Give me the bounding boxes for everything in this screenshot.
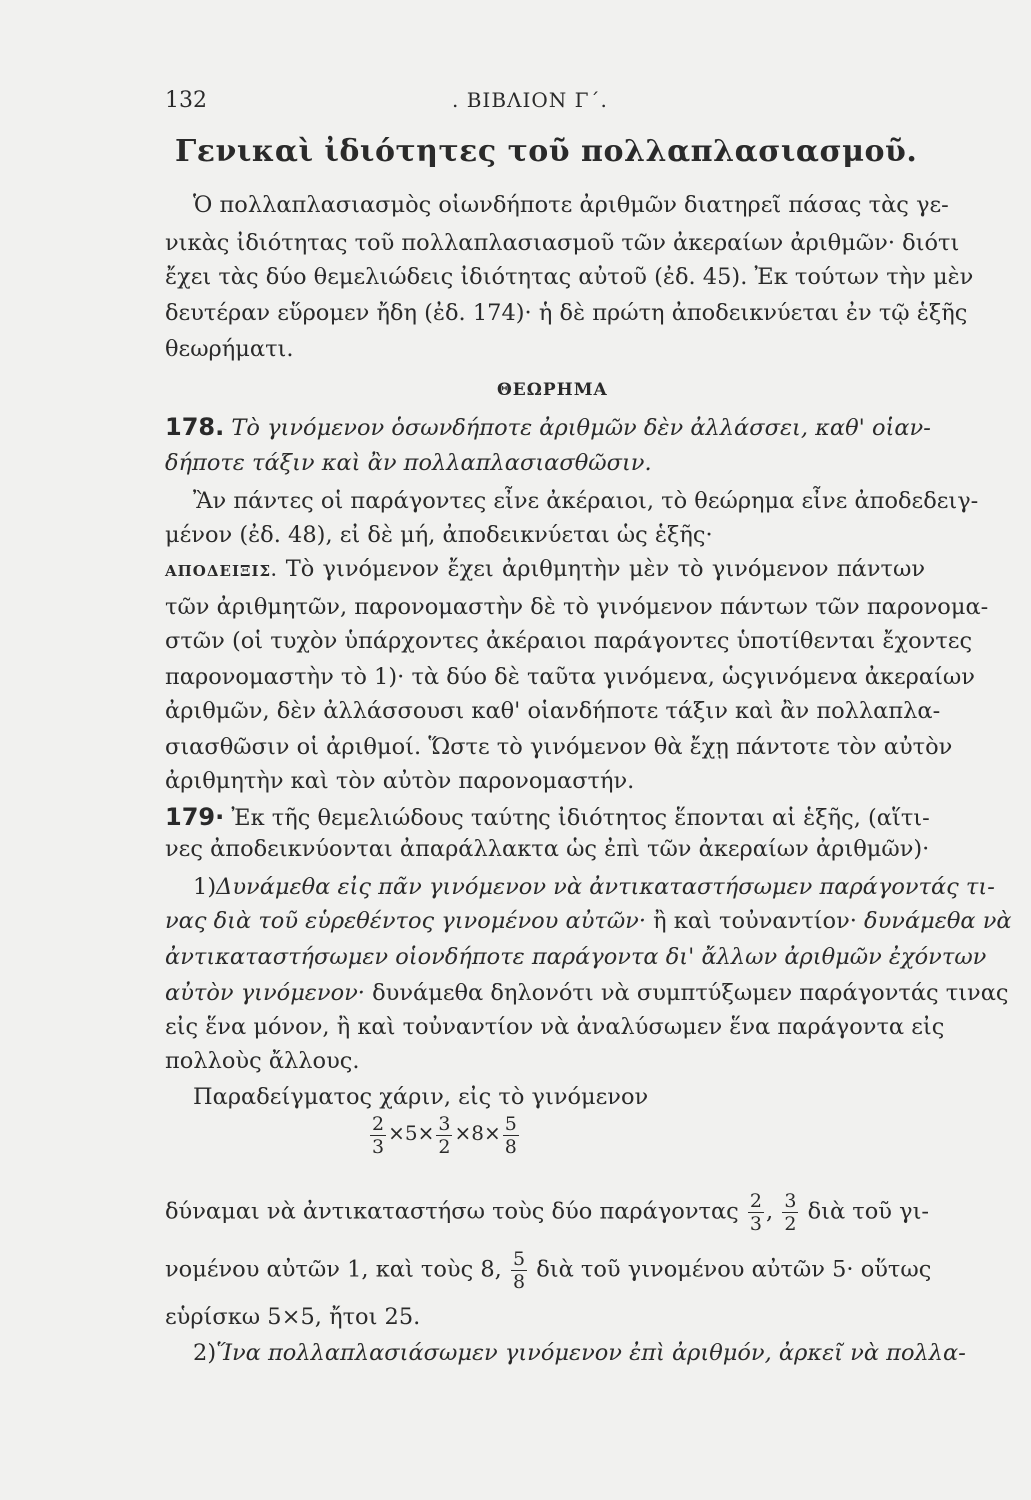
- item1-line-4: [165, 976, 1009, 1010]
- intro-line-2: νικὰς ἰδιότητας τοῦ πολλαπλασιασμοῦ τῶν ἀκεραίων ἀριθμῶν· διότι: [165, 230, 960, 256]
- item1-text-2c: δυνάμεθα νὰ: [856, 908, 1012, 934]
- intro-line-1: Ὁ πολλαπλασιασμὸς οἱωνδήποτε ἀριθμῶν διατηρεῖ πάσας τὰς γε-: [193, 192, 949, 218]
- fraction-2-3: $\frac{2}{3}$: [749, 1190, 763, 1235]
- comma: ,: [766, 1198, 774, 1225]
- item1-line-6: πολλοὺς ἄλλους.: [165, 1048, 360, 1074]
- example-text-2b: καὶ τοὺς 8,: [375, 1256, 502, 1283]
- fraction-5-8: $\frac{5}{8}$: [512, 1248, 526, 1293]
- item1-line-3: ἀντικαταστήσωμεν οἱονδήποτε παράγοντα δι' ἄλλων ἀριθμῶν ἐχόντων: [165, 944, 987, 970]
- intro-line-3: ἔχει τὰς δύο θεμελιώδεις ἰδιότητας αὐτοῦ (ἐδ. 45). Ἐκ τούτων τὴν μὲν: [165, 264, 974, 290]
- proof-line-3: στῶν (οἱ τυχὸν ὑπάρχοντες ἀκέραιοι παράγοντες ὑποτίθενται ἔχοντες: [165, 628, 973, 654]
- times-sign: ×: [388, 1121, 405, 1145]
- intro-line-4: δευτέραν εὕρομεν ἤδη (ἐδ. 174)· ἡ δὲ πρώτη ἀποδεικνύεται ἐν τῷ ἑξῆς: [165, 300, 968, 326]
- proof-line-7: ἀριθμητὴν καὶ τὸν αὐτὸν παρονομαστήν.: [165, 768, 635, 794]
- page-number: 132: [165, 88, 207, 113]
- fraction-3-2: $\frac{3}{2}$: [438, 1113, 451, 1158]
- proof-line-6: σιασθῶσιν οἱ ἀριθμοί. Ὥστε τὸ γινόμενον θὰ ἔχῃ πάντοτε τὸν αὐτὸν: [165, 734, 953, 760]
- item1-line-1: [193, 870, 995, 904]
- example-line-1: [165, 1190, 929, 1235]
- item1-text-4b: δυνάμεθα δηλονότι νὰ συμπτύξωμεν παράγοντάς τινας: [364, 980, 1009, 1006]
- theorem-remark-line-1: Ἂν πάντες οἱ παράγοντες εἶνε ἀκέραιοι, τὸ θεώρημα εἶνε ἀποδεδειγ-: [193, 488, 979, 514]
- proof-label: ΑΠΟΔΕΙΞΙΣ.: [165, 562, 278, 580]
- example-text-1b: διὰ τοῦ γι-: [807, 1198, 929, 1225]
- theorem-number: 178.: [165, 413, 225, 441]
- times-sign: ×: [483, 1121, 501, 1145]
- proof-text-1: Τὸ γινόμενον ἔχει ἀριθμητὴν μὲν τὸ γινόμενον πάντων: [285, 556, 926, 582]
- theorem-statement-line-1: [165, 410, 931, 445]
- para179-number: 179·: [165, 803, 225, 831]
- fraction-5-8: $\frac{5}{8}$: [504, 1113, 517, 1158]
- example-text-2c: διὰ τοῦ γινομένου αὐτῶν 5· οὕτως: [536, 1256, 932, 1283]
- factor-8: 8: [471, 1121, 484, 1145]
- example-one: 1,: [347, 1256, 369, 1283]
- item2-text: Ἵνα πολλαπλασιάσωμεν γινόμενον ἐπὶ ἀριθμόν, ἀρκεῖ νὰ πολλα-: [216, 1340, 966, 1366]
- item1-text-2a: νας διὰ τοῦ εὑρεθέντος γινομένου αὐτῶν·: [165, 908, 647, 934]
- para179-text-1: Ἐκ τῆς θεμελιώδους ταύτης ἰδιότητος ἕπονται αἱ ἑξῆς, (αἵτι-: [231, 805, 930, 831]
- fraction-3-2: $\frac{3}{2}$: [784, 1190, 797, 1235]
- example-text-1a: δύναμαι νὰ ἀντικαταστήσω τοὺς δύο παράγοντας: [165, 1198, 739, 1225]
- para179-line-2: νες ἀποδεικνύονται ἀπαράλλακτα ὡς ἐπὶ τῶν ἀκεραίων ἀριθμῶν)·: [165, 836, 930, 862]
- example-product: [368, 1113, 521, 1158]
- item1-line-2: [165, 904, 1012, 938]
- item2-line-1: [193, 1336, 966, 1370]
- theorem-statement-line-2: δήποτε τάξιν καὶ ἂν πολλαπλασιασθῶσιν.: [165, 450, 652, 476]
- times-sign: ×: [417, 1121, 435, 1145]
- example-intro: Παραδείγματος χάριν, εἰς τὸ γινόμενον: [193, 1084, 649, 1110]
- example-text-2a: νομένου αὐτῶν: [165, 1256, 340, 1283]
- proof-line-1: [165, 552, 925, 588]
- intro-line-5: θεωρήματι.: [165, 336, 294, 362]
- fraction-2-3: $\frac{2}{3}$: [372, 1113, 385, 1158]
- theorem-statement-1: Τὸ γινόμενον ὁσωνδήποτε ἀριθμῶν δὲν ἀλλάσσει, καθ' οἱαν-: [231, 415, 931, 441]
- item1-line-5: εἰς ἕνα μόνον, ἢ καὶ τοὐναντίον νὰ ἀναλύσωμεν ἕνα παράγοντα εἰς: [165, 1014, 945, 1040]
- example-line-3: εὑρίσκω 5×5, ἤτοι 25.: [165, 1304, 421, 1330]
- theorem-heading: ΘΕΩΡΗΜΑ: [497, 380, 608, 400]
- item1-text-2b: ἢ καὶ τοὐναντίον·: [646, 908, 857, 934]
- proof-line-4: παρονομαστὴν τὸ 1)· τὰ δύο δὲ ταῦτα γινόμενα, ὡςγινόμενα ἀκεραίων: [165, 664, 975, 690]
- example-line-2: [165, 1248, 932, 1293]
- times-sign: ×: [454, 1121, 472, 1145]
- para179-line-1: [165, 800, 930, 835]
- proof-line-5: ἀριθμῶν, δὲν ἀλλάσσουσι καθ' οἱανδήποτε τάξιν καὶ ἂν πολλαπλα-: [165, 698, 941, 724]
- item1-marker: 1): [193, 874, 217, 900]
- item2-marker: 2): [193, 1340, 217, 1366]
- theorem-remark-line-2: μένον (ἐδ. 48), εἰ δὲ μή, ἀποδεικνύεται ὡς ἑξῆς·: [165, 522, 713, 548]
- factor-5: 5: [404, 1121, 418, 1145]
- item1-text-4a: αὐτὸν γινόμενον·: [165, 980, 365, 1006]
- running-title: . ΒΙΒΛΙΟΝ Γ΄.: [452, 88, 608, 112]
- item1-text-1: Δυνάμεθα εἰς πᾶν γινόμενον νὰ ἀντικαταστήσωμεν παράγοντάς τι-: [216, 874, 995, 900]
- section-title: Γενικαὶ ἰδιότητες τοῦ πολλαπλασιασμοῦ.: [175, 134, 918, 169]
- proof-line-2: τῶν ἀριθμητῶν, παρονομαστὴν δὲ τὸ γινόμενον πάντων τῶν παρονομα-: [165, 594, 989, 620]
